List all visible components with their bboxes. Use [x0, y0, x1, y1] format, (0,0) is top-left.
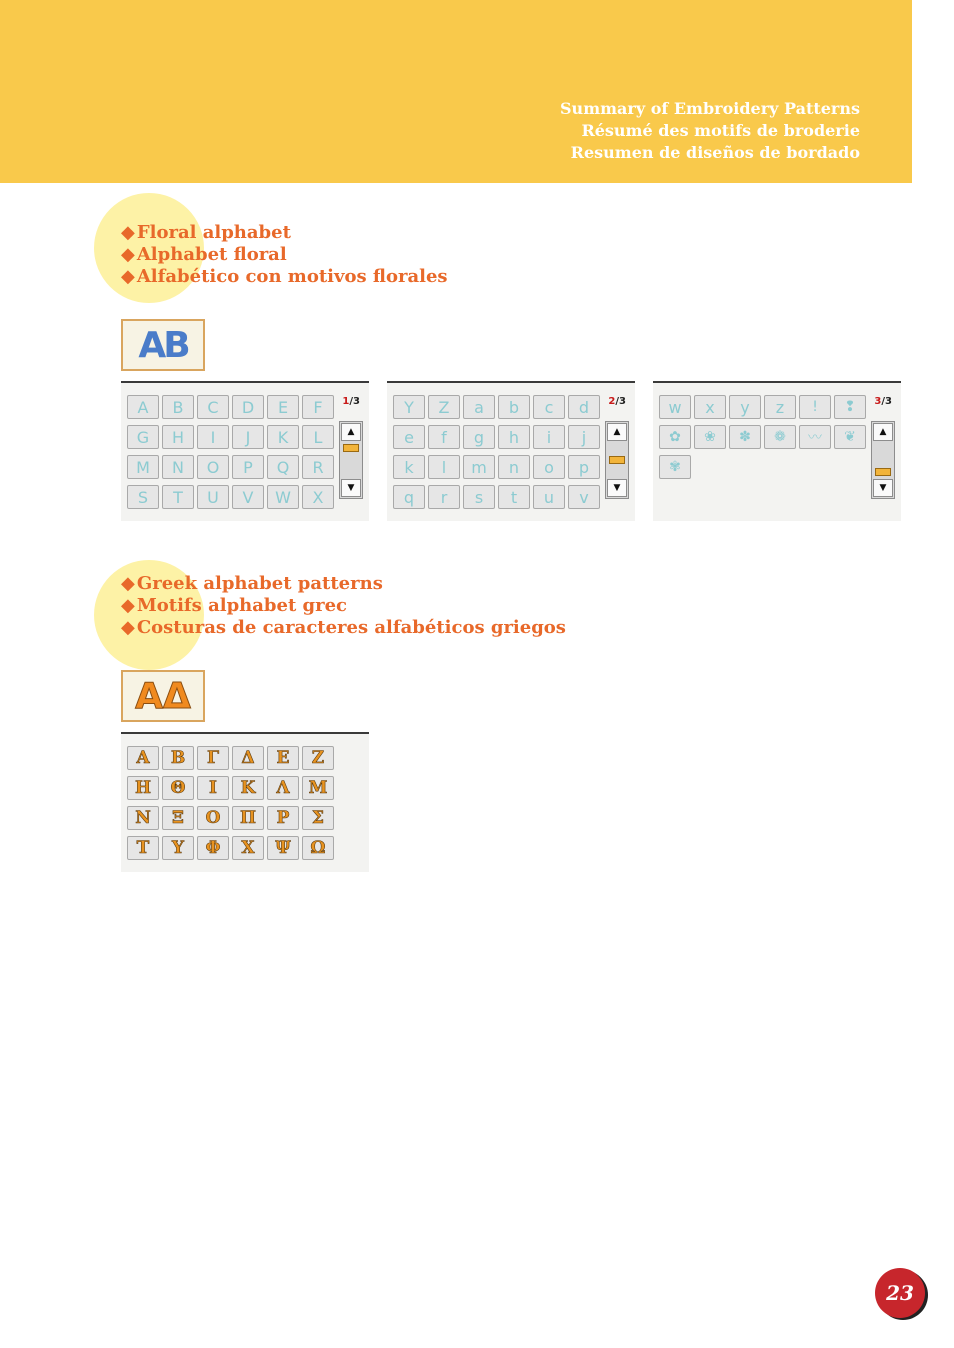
key-grid [393, 395, 600, 509]
pattern-key[interactable]: K [267, 425, 299, 449]
pattern-key[interactable]: r [428, 485, 460, 509]
pattern-key[interactable]: Δ [232, 746, 264, 770]
floral-preview-button[interactable]: AB [121, 319, 205, 371]
pattern-key[interactable]: A [127, 395, 159, 419]
pattern-key[interactable]: R [302, 455, 334, 479]
pattern-key[interactable]: j [568, 425, 600, 449]
pattern-key[interactable]: Γ [197, 746, 229, 770]
key-grid [659, 395, 866, 479]
pattern-key[interactable]: S [127, 485, 159, 509]
pattern-key[interactable]: ❦ [834, 425, 866, 449]
header-title-es: Resumen de diseños de bordado [570, 143, 860, 162]
pattern-key[interactable]: Q [267, 455, 299, 479]
pattern-key[interactable]: f [428, 425, 460, 449]
pattern-key[interactable]: Y [393, 395, 425, 419]
pattern-key[interactable]: Ξ [162, 806, 194, 830]
pattern-key[interactable]: T [162, 485, 194, 509]
pattern-key[interactable]: d [568, 395, 600, 419]
greek-heading [121, 573, 566, 639]
pattern-key[interactable]: n [498, 455, 530, 479]
pattern-key[interactable]: w [659, 395, 691, 419]
pattern-key[interactable]: Σ [302, 806, 334, 830]
pattern-key[interactable]: U [197, 485, 229, 509]
pattern-key[interactable]: v [568, 485, 600, 509]
pattern-key[interactable]: ! [799, 395, 831, 419]
pattern-key[interactable]: Ρ [267, 806, 299, 830]
pattern-key[interactable]: q [393, 485, 425, 509]
pattern-key[interactable]: Κ [232, 776, 264, 800]
pattern-key[interactable]: Λ [267, 776, 299, 800]
pattern-key[interactable]: D [232, 395, 264, 419]
pattern-key[interactable]: t [498, 485, 530, 509]
scroll-down-icon[interactable]: ▼ [607, 479, 627, 497]
pattern-key[interactable]: H [162, 425, 194, 449]
pattern-key[interactable]: Ν [127, 806, 159, 830]
pattern-key[interactable]: W [267, 485, 299, 509]
greek-panel [121, 732, 369, 872]
floral-heading-fr: ◆ Alphabet floral [121, 244, 448, 266]
floral-panel-page-1 [121, 381, 369, 521]
pattern-key[interactable]: b [498, 395, 530, 419]
pattern-key[interactable]: 〰 [799, 425, 831, 449]
page-number: 23 [875, 1268, 925, 1318]
pattern-key[interactable]: Β [162, 746, 194, 770]
scroll-up-icon[interactable]: ▲ [341, 423, 361, 441]
header-title-en: Summary of Embroidery Patterns [560, 99, 860, 118]
greek-preview-button[interactable]: ΑΔ [121, 670, 205, 722]
key-grid [127, 746, 334, 860]
floral-panel-page-2 [387, 381, 635, 521]
scroll-up-icon[interactable]: ▲ [873, 423, 893, 441]
scroll-thumb[interactable] [875, 468, 891, 476]
scrollbar[interactable] [605, 421, 629, 499]
pattern-key[interactable]: o [533, 455, 565, 479]
pattern-key[interactable]: Π [232, 806, 264, 830]
pattern-key[interactable]: Ζ [302, 746, 334, 770]
pattern-key[interactable]: O [197, 455, 229, 479]
pattern-key[interactable]: Ψ [267, 836, 299, 860]
pattern-key[interactable]: Θ [162, 776, 194, 800]
pattern-key[interactable]: J [232, 425, 264, 449]
pattern-key[interactable]: Τ [127, 836, 159, 860]
header-banner [0, 0, 912, 183]
floral-heading [121, 222, 448, 288]
pattern-key[interactable]: ✾ [659, 455, 691, 479]
pattern-key[interactable]: G [127, 425, 159, 449]
pattern-key[interactable]: Ε [267, 746, 299, 770]
pattern-key[interactable]: Η [127, 776, 159, 800]
pattern-key[interactable]: ✽ [729, 425, 761, 449]
pattern-key[interactable]: L [302, 425, 334, 449]
pattern-key[interactable]: E [267, 395, 299, 419]
pattern-key[interactable]: C [197, 395, 229, 419]
pattern-key[interactable]: u [533, 485, 565, 509]
pattern-key[interactable]: z [764, 395, 796, 419]
header-title-fr: Résumé des motifs de broderie [581, 121, 860, 140]
pattern-key[interactable]: s [463, 485, 495, 509]
pattern-key[interactable]: Χ [232, 836, 264, 860]
pattern-key[interactable]: I [197, 425, 229, 449]
pattern-key[interactable]: ❁ [764, 425, 796, 449]
pattern-key[interactable]: p [568, 455, 600, 479]
page-indicator: 2/3 [608, 396, 626, 407]
scroll-up-icon[interactable]: ▲ [607, 423, 627, 441]
pattern-key[interactable]: Μ [302, 776, 334, 800]
pattern-key[interactable]: ❢ [834, 395, 866, 419]
pattern-key[interactable]: V [232, 485, 264, 509]
pattern-key[interactable]: X [302, 485, 334, 509]
greek-heading-fr: ◆ Motifs alphabet grec [121, 595, 566, 617]
pattern-key[interactable]: ❀ [694, 425, 726, 449]
pattern-key[interactable]: c [533, 395, 565, 419]
floral-heading-es: ◆ Alfabético con motivos florales [121, 266, 448, 288]
pattern-key[interactable]: y [729, 395, 761, 419]
pattern-key[interactable]: F [302, 395, 334, 419]
floral-heading-en: ◆ Floral alphabet [121, 222, 448, 244]
greek-heading-en: ◆ Greek alphabet patterns [121, 573, 566, 595]
pattern-key[interactable]: P [232, 455, 264, 479]
pattern-key[interactable]: Z [428, 395, 460, 419]
scrollbar[interactable] [871, 421, 895, 499]
scroll-down-icon[interactable]: ▼ [873, 479, 893, 497]
pattern-key[interactable]: N [162, 455, 194, 479]
key-grid [127, 395, 334, 509]
pattern-key[interactable]: Φ [197, 836, 229, 860]
floral-panel-page-3 [653, 381, 901, 521]
pattern-key[interactable]: Ι [197, 776, 229, 800]
pattern-key[interactable]: B [162, 395, 194, 419]
scroll-thumb[interactable] [609, 456, 625, 464]
scroll-thumb[interactable] [343, 444, 359, 452]
pattern-key[interactable]: m [463, 455, 495, 479]
pattern-key[interactable]: a [463, 395, 495, 419]
page-indicator: 3/3 [874, 396, 892, 407]
pattern-key[interactable]: Ω [302, 836, 334, 860]
pattern-key[interactable]: l [428, 455, 460, 479]
scrollbar[interactable] [339, 421, 363, 499]
greek-heading-es: ◆ Costuras de caracteres alfabéticos griegos [121, 617, 566, 639]
pattern-key[interactable]: g [463, 425, 495, 449]
pattern-key[interactable]: ✿ [659, 425, 691, 449]
header-titles [560, 98, 860, 164]
pattern-key[interactable]: Α [127, 746, 159, 770]
pattern-key[interactable]: i [533, 425, 565, 449]
pattern-key[interactable]: Υ [162, 836, 194, 860]
page-indicator: 1/3 [342, 396, 360, 407]
pattern-key[interactable]: k [393, 455, 425, 479]
pattern-key[interactable]: Ο [197, 806, 229, 830]
scroll-down-icon[interactable]: ▼ [341, 479, 361, 497]
pattern-key[interactable]: h [498, 425, 530, 449]
pattern-key[interactable]: e [393, 425, 425, 449]
pattern-key[interactable]: x [694, 395, 726, 419]
pattern-key[interactable]: M [127, 455, 159, 479]
